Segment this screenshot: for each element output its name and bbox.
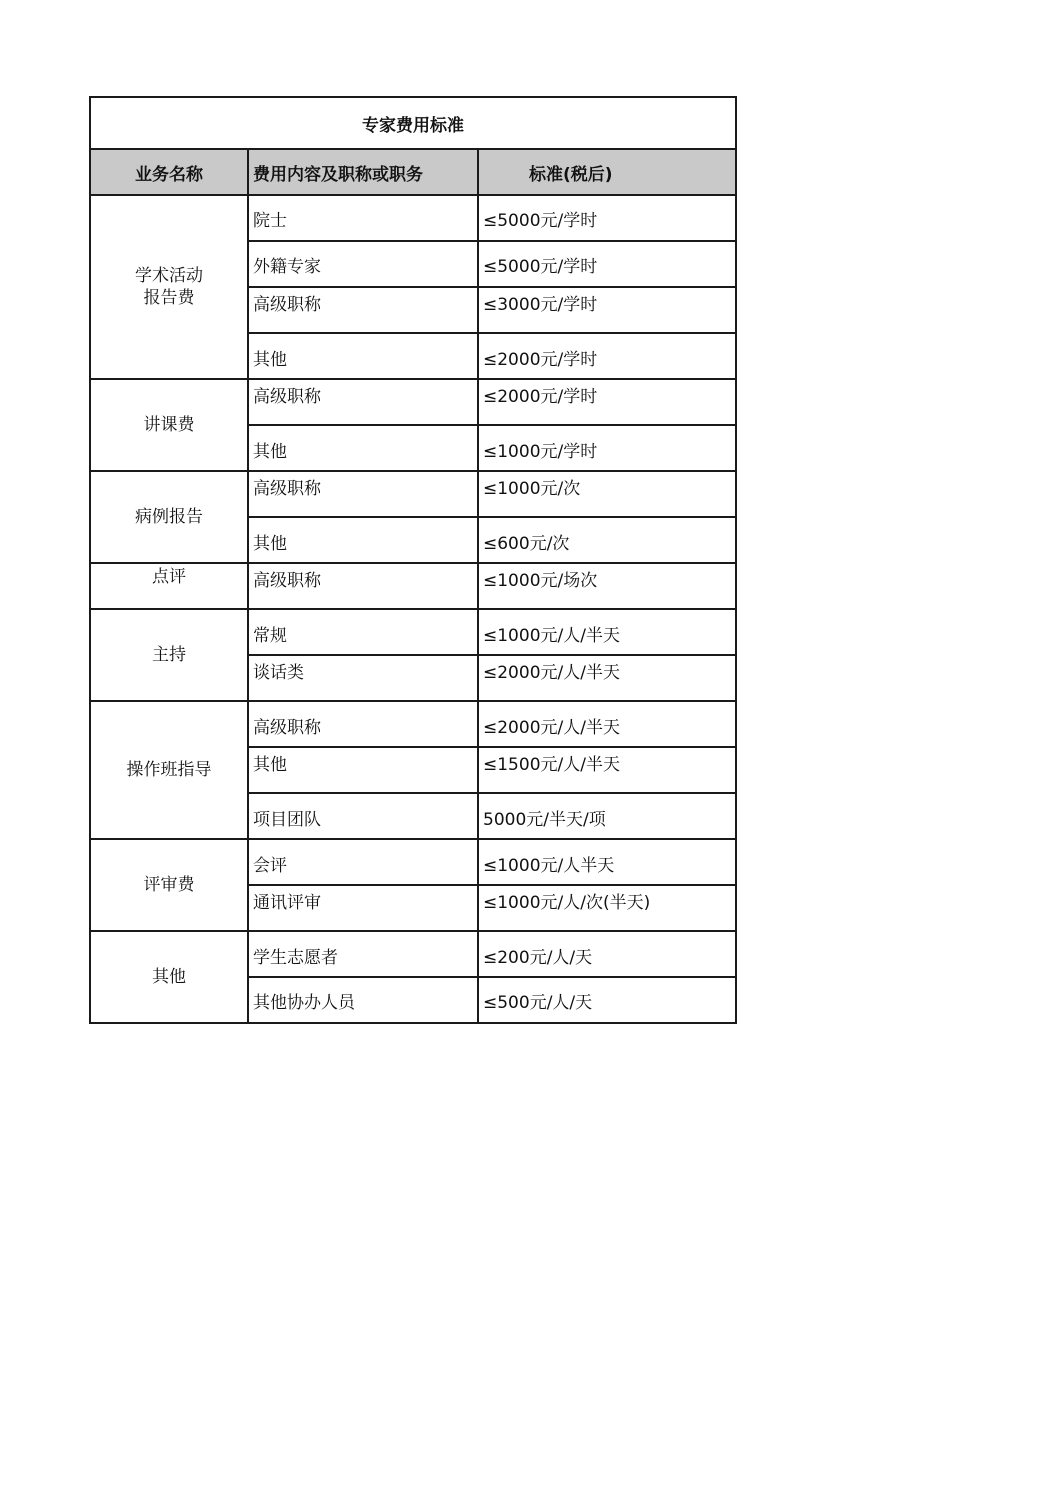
item-cell: 学生志愿者 (248, 931, 478, 977)
category-cell (90, 609, 248, 701)
standard-cell: ≤2000元/人/半天 (478, 701, 736, 747)
category-cell (90, 563, 248, 609)
standard-cell: ≤200元/人/天 (478, 931, 736, 977)
category-label: 其他 (152, 967, 186, 987)
item-cell: 通讯评审 (248, 885, 478, 931)
category-label: 讲课费 (143, 415, 195, 435)
category-label: 评审费 (143, 875, 195, 895)
standard-cell: ≤3000元/学时 (478, 287, 736, 333)
category-cell (90, 195, 248, 379)
item-cell: 高级职称 (248, 379, 478, 425)
category-cell (90, 701, 248, 839)
item-cell: 会评 (248, 839, 478, 885)
header-row (90, 149, 736, 195)
standard-cell: ≤1000元/次 (478, 471, 736, 517)
expert-fee-table (89, 96, 737, 1024)
item-cell: 高级职称 (248, 287, 478, 333)
standard-cell: ≤5000元/学时 (478, 241, 736, 287)
item-cell: 其他 (248, 425, 478, 471)
standard-cell: ≤1500元/人/半天 (478, 747, 736, 793)
table-row (90, 379, 736, 425)
standard-cell: ≤1000元/场次 (478, 563, 736, 609)
category-cell (90, 839, 248, 931)
category-label: 学术活动 (135, 266, 203, 286)
category-cell (90, 931, 248, 1023)
header-category: 业务名称 (90, 149, 248, 195)
item-cell: 项目团队 (248, 793, 478, 839)
standard-cell: ≤5000元/学时 (478, 195, 736, 241)
item-cell: 其他 (248, 517, 478, 563)
title-row (90, 97, 736, 149)
item-cell: 外籍专家 (248, 241, 478, 287)
item-cell: 其他协办人员 (248, 977, 478, 1023)
category-cell (90, 379, 248, 471)
standard-cell: ≤2000元/学时 (478, 379, 736, 425)
standard-cell: ≤1000元/人/半天 (478, 609, 736, 655)
standard-cell: 5000元/半天/项 (478, 793, 736, 839)
category-label: 主持 (152, 645, 186, 665)
item-cell: 谈话类 (248, 655, 478, 701)
category-label: 病例报告 (135, 507, 203, 527)
item-cell: 其他 (248, 747, 478, 793)
category-cell (90, 471, 248, 563)
category-label: 点评 (152, 567, 186, 587)
header-item: 费用内容及职称或职务 (248, 149, 478, 195)
table-row (90, 931, 736, 977)
item-cell: 高级职称 (248, 563, 478, 609)
fee-table-body (90, 97, 736, 1023)
item-cell: 常规 (248, 609, 478, 655)
table-row (90, 195, 736, 241)
category-label: 操作班指导 (126, 760, 212, 780)
table-title: 专家费用标准 (90, 97, 736, 149)
standard-cell: ≤1000元/学时 (478, 425, 736, 471)
table-row (90, 471, 736, 517)
table-row (90, 609, 736, 655)
standard-cell: ≤2000元/人/半天 (478, 655, 736, 701)
standard-cell: ≤2000元/学时 (478, 333, 736, 379)
item-cell: 高级职称 (248, 471, 478, 517)
item-cell: 其他 (248, 333, 478, 379)
table-row (90, 839, 736, 885)
table-row (90, 563, 736, 609)
category-label: 报告费 (143, 288, 195, 308)
item-cell: 院士 (248, 195, 478, 241)
standard-cell: ≤1000元/人/次(半天) (478, 885, 736, 931)
item-cell: 高级职称 (248, 701, 478, 747)
header-standard: 标准(税后) (478, 149, 736, 195)
standard-cell: ≤500元/人/天 (478, 977, 736, 1023)
table-row (90, 701, 736, 747)
standard-cell: ≤1000元/人半天 (478, 839, 736, 885)
standard-cell: ≤600元/次 (478, 517, 736, 563)
